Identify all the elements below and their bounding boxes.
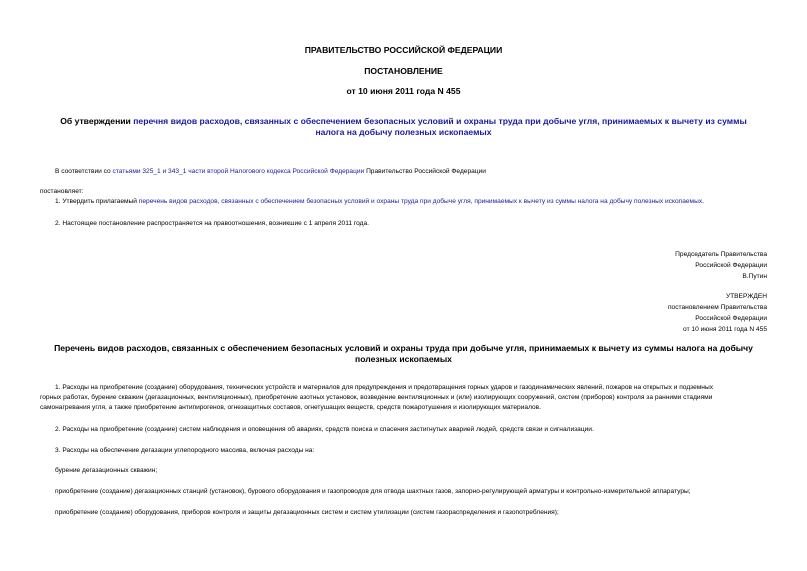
paragraph-3: 3. Расходы на обеспечение дегазации углепородного массива, включая расходы на: bbox=[55, 447, 315, 454]
approval-stamp: УТВЕРЖДЕН bbox=[725, 293, 767, 300]
doc-title-line2[interactable]: налога на добычу полезных ископаемых bbox=[315, 127, 492, 137]
doc-title-line1 bbox=[0, 116, 807, 126]
signature-position-1: Председатель Правительства bbox=[675, 251, 767, 258]
preamble-prefix: В соответствии со bbox=[55, 168, 113, 175]
doc-title-link[interactable]: перечня видов расходов, связанных с обеспечением безопасных условий и охраны труда при добыче угля, принимаемых к вычету из суммы bbox=[133, 116, 747, 126]
item-1-suffix: . bbox=[702, 198, 704, 205]
paragraph-1-line2: горных работах, бурение скважин (дегазационных, вентиляционных), приобретение азотных установок, возведение вентиляционных и (или) изолирующих сооружений, систем (приборов) контроля за ранними стадиями bbox=[40, 394, 713, 401]
paragraph-1-line1: 1. Расходы на приобретение (создание) оборудования, технических устройств и материалов для предупреждения и предотвращения горных ударов и газодинамических явлений, пожаров на открытых и подземных bbox=[55, 384, 713, 391]
doc-title-prefix: Об утверждении bbox=[60, 116, 134, 126]
approval-line-2: постановлением Правительства bbox=[667, 304, 767, 311]
preamble-suffix: Правительство Российской Федерации bbox=[364, 168, 486, 175]
list-title-line1: Перечень видов расходов, связанных с обеспечением безопасных условий и охраны труда при добыче угля, принимаемых к вычету из суммы налога на добычу bbox=[54, 343, 753, 353]
list-title-line2: полезных ископаемых bbox=[355, 354, 452, 364]
list-link[interactable]: перечень видов расходов, связанных с обеспечением безопасных условий и охраны труда при добыче угля, принимаемых к вычету из суммы налога на добычу полезных ископаемых bbox=[138, 198, 703, 205]
signature-name: В.Путин bbox=[742, 273, 767, 280]
paragraph-2: 2. Расходы на приобретение (создание) систем наблюдения и оповещения об авариях, средств поиска и спасения застигнутых аварией людей, средств связи и сигнализации. bbox=[55, 426, 594, 433]
item-1-prefix: 1. Утвердить прилагаемый bbox=[55, 198, 139, 205]
paragraph-3c: приобретение (создание) оборудования, приборов контроля и защиты дегазационных систем и систем утилизации (систем газораспределения и газопотребления); bbox=[55, 509, 559, 516]
signature-position-2: Российской Федерации bbox=[695, 262, 767, 269]
government-heading: ПРАВИТЕЛЬСТВО РОССИЙСКОЙ ФЕДЕРАЦИИ bbox=[304, 45, 503, 55]
paragraph-1-line3: самонагревания угля, а также приобретение антипирогенов, огнезащитных составов, огнетушащих веществ, средств пожаротушения и изолирующих материалов. bbox=[40, 404, 541, 411]
item-2: 2. Настоящее постановление распространяется на правоотношения, возникшие с 1 апреля 2011 года. bbox=[55, 220, 369, 227]
approval-line-3: Российской Федерации bbox=[695, 315, 767, 322]
preamble bbox=[55, 167, 486, 176]
doc-date-heading: от 10 июня 2011 года N 455 bbox=[346, 86, 461, 96]
tax-code-link[interactable]: статьями 325_1 и 343_1 части второй Налогового кодекса Российской Федерации bbox=[112, 168, 365, 175]
doc-type-heading: ПОСТАНОВЛЕНИЕ bbox=[364, 66, 443, 76]
paragraph-3a: бурение дегазационных скважин; bbox=[55, 467, 158, 474]
resolves-label: постановляет: bbox=[40, 188, 84, 195]
paragraph-3b: приобретение (создание) дегазационных станций (установок), бурового оборудования и газопроводов для отвода шахтных газов, запорно-регулирующей арматуры и контрольно-измерительной аппаратуры; bbox=[55, 488, 691, 495]
item-1 bbox=[55, 197, 704, 206]
approval-date: от 10 июня 2011 года N 455 bbox=[683, 326, 767, 333]
